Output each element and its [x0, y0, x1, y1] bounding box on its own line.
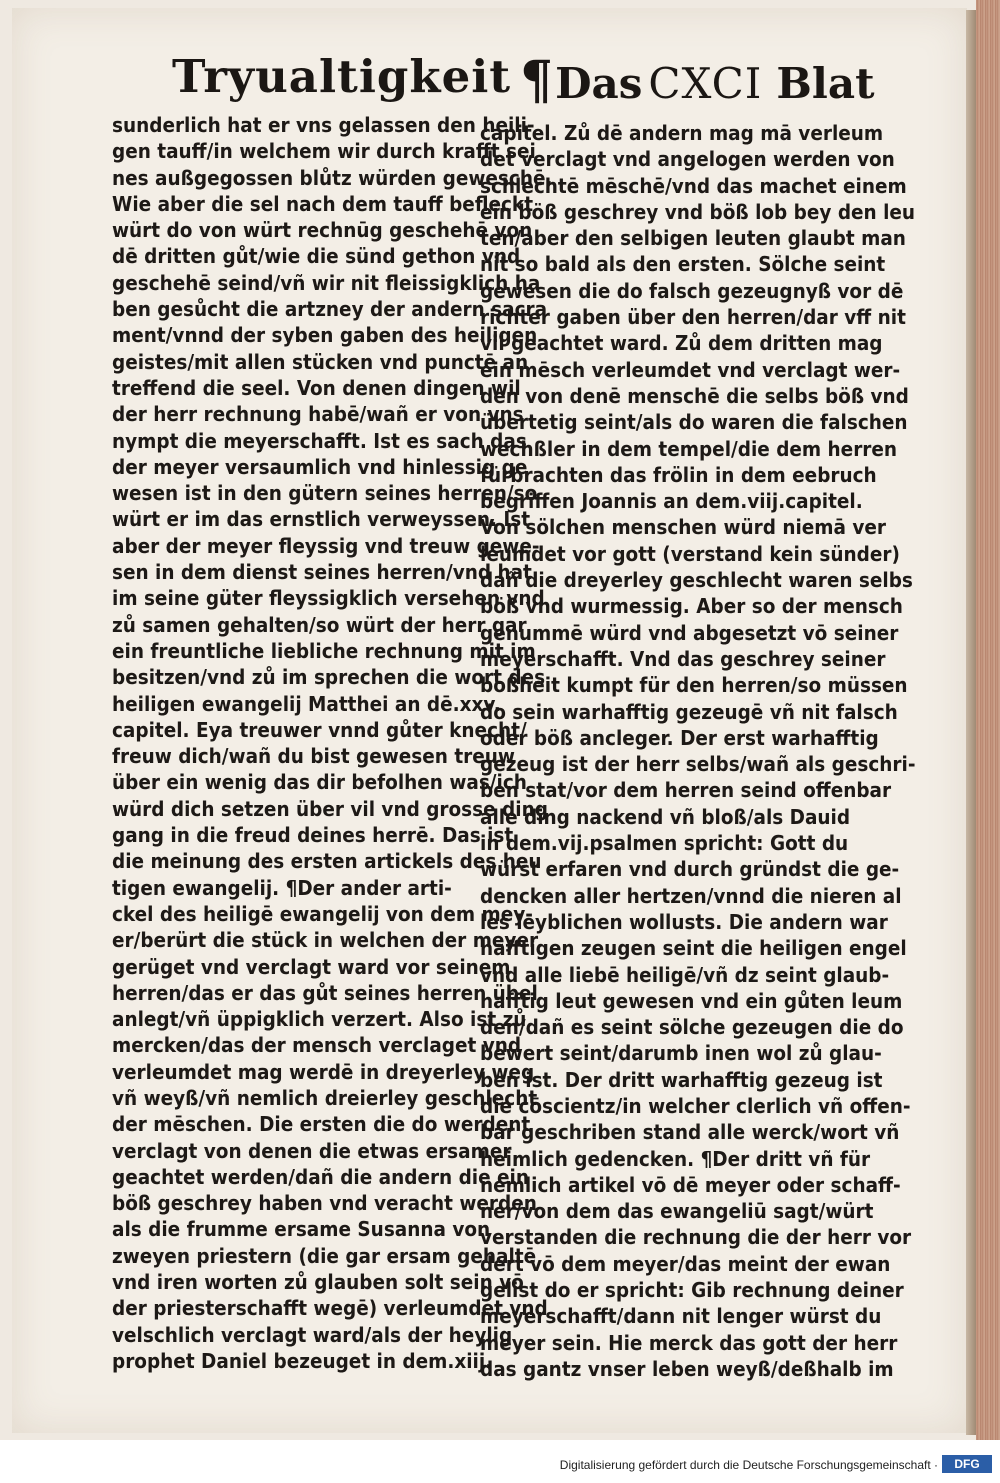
text-line: hafftig leut gewesen vnd ein gůten leum	[480, 988, 903, 1013]
text-line: böß geschrey haben vnd veracht werden	[112, 1191, 537, 1216]
text-line: über ein wenig das dir befolhen was/ich	[112, 770, 527, 795]
text-line: die meinung des ersten artickels des heu	[112, 849, 542, 874]
text-line: capitel. Zů dē andern mag mā verleum	[480, 121, 884, 145]
text-line: das gantz vnser leben weyß/deßhalb im	[480, 1356, 894, 1381]
text-line: wechßler in dem tempel/die dem herren	[480, 436, 898, 461]
text-line: dencken aller hertzen/vnnd die nieren al	[480, 883, 902, 908]
text-line: gang in die freud deines herrē. Das ist	[112, 823, 514, 848]
text-line: würt do von würt rechnūg geschehē von	[112, 218, 533, 243]
book-fore-edge	[976, 0, 1000, 1440]
text-line: nit so bald als den ersten. Sölche seint	[480, 252, 886, 277]
running-head-left: Tryualtigkeit	[172, 50, 512, 103]
text-line: sunderlich hat er vns gelassen den heili-	[112, 113, 535, 137]
text-line: det verclagt vnd angelogen werden von	[480, 147, 895, 172]
text-line: vnd alle liebē heiligē/vñ dz seint glaub-	[480, 962, 890, 987]
text-line: ein mēsch verleumdet vnd verclagt wer-	[480, 357, 901, 382]
text-line: heimlich gedencken. ¶Der dritt vñ für	[480, 1146, 871, 1171]
text-line: dē dritten gůt/wie die sünd gethon vnd	[112, 244, 521, 269]
text-line: besitzen/vnd zů im sprechen die wort des	[112, 665, 546, 690]
text-line: ner/von dem das ewangeliū sagt/würt	[480, 1199, 874, 1224]
text-line: vil geachtet ward. Zů dem dritten mag	[480, 331, 883, 356]
text-line: bewert seint/darumb inen wol zů glau-	[480, 1041, 882, 1066]
dfg-logo: DFG	[942, 1455, 992, 1473]
text-line: nympt die meyerschafft. Ist es sach das	[112, 428, 527, 453]
text-column-right	[480, 120, 916, 1382]
text-line: geschehē seind/vñ wir nit fleissigklich ha	[112, 270, 541, 295]
text-line: in dem.vij.psalmen spricht: Gott du	[480, 831, 849, 856]
folio-label: Blat	[776, 59, 875, 108]
text-line: ckel des heiligē ewangelij von dem mey-	[112, 901, 533, 926]
text-line: Von sölchen menschen würd niemā ver	[480, 515, 886, 540]
text-line: ten/aber den selbigen leuten glaubt man	[480, 226, 906, 251]
text-line: gen tauff/in welchem wir durch krafft sei	[112, 139, 536, 164]
running-head-right	[520, 50, 874, 111]
pilcrow-mark: ¶	[520, 50, 554, 111]
text-line: meyerschafft/dann nit lenger würst du	[480, 1304, 882, 1329]
text-line: ein freuntliche liebliche rechnung mit im	[112, 638, 536, 663]
text-line: der herr rechnung habē/wañ er von vns	[112, 402, 524, 427]
text-line: verclagt von denen die etwas ersamer	[112, 1138, 512, 1163]
text-line: Wie aber die sel nach dem tauff befleckt	[112, 191, 534, 216]
text-line: als die frumme ersame Susanna von	[112, 1217, 491, 1242]
text-line: tigen ewangelij. ¶Der ander arti-	[112, 875, 452, 900]
text-line: wesen ist in den gütern seines herren/so	[112, 481, 538, 506]
text-line: anlegt/vñ üppigklich verzert. Also ist zů	[112, 1007, 527, 1032]
text-line: verstanden die rechnung die der herr vor	[480, 1225, 912, 1250]
text-line: les leyblichen wollusts. Die andern war	[480, 909, 888, 934]
text-line: der meyer versaumlich vnd hinlessig ge	[112, 454, 528, 479]
page-edge-shadow	[966, 10, 976, 1435]
text-line: nemlich artikel vō dē meyer oder schaff-	[480, 1172, 901, 1197]
text-line: ment/vnnd der syben gaben des heiligen	[112, 323, 538, 348]
text-line: heiligen ewangelij Matthei an dē.xxv.	[112, 691, 501, 716]
text-line: gezeug ist der herr selbs/wañ als geschri-	[480, 752, 916, 777]
text-line: würd dich setzen über vil vnd grosse ding	[112, 796, 548, 821]
text-line: velschlich verclagt ward/als der heylig	[112, 1322, 513, 1347]
text-line: die cōscientz/in welcher clerlich vñ offen-	[480, 1093, 911, 1118]
text-line: den/dañ es seint sölche gezeugen die do	[480, 1015, 904, 1040]
text-line: hafftigen zeugen seint die heiligen engel	[480, 936, 907, 961]
text-line: bar geschriben stand alle werck/wort vñ	[480, 1120, 900, 1145]
text-line: schlechtē mēschē/vnd das machet einem	[480, 173, 907, 198]
text-line: mercken/das der mensch verclaget vnd	[112, 1033, 522, 1058]
text-line: zweyen priestern (die gar ersam gehaltē	[112, 1243, 537, 1268]
text-line: zů samen gehalten/so würt der herr gar	[112, 612, 527, 637]
folio-number: CXCI	[648, 59, 763, 108]
text-line: do sein warhafftig gezeugē vñ nit falsch	[480, 699, 898, 724]
text-line: übertetig seint/als do waren die falschen	[480, 410, 908, 435]
text-line: genummē würd vnd abgesetzt vō seiner	[480, 620, 899, 645]
text-line: im seine güter fleyssigklich versehen vnd	[112, 586, 545, 611]
text-line: ben ist. Der dritt warhafftig gezeug ist	[480, 1067, 883, 1092]
text-line: leumdet vor gott (verstand kein sünder)	[480, 541, 900, 566]
text-column-left	[112, 112, 553, 1374]
text-line: herren/das er das gůt seines herren übel	[112, 980, 538, 1005]
text-line: würst erfaren vnd durch gründst die ge-	[480, 857, 900, 882]
text-line: gerüget vnd verclagt ward vor seinem	[112, 954, 511, 979]
text-line: ein böß geschrey vnd böß lob bey den leu	[480, 199, 916, 224]
text-line: meyer sein. Hie merck das gott der herr	[480, 1330, 898, 1355]
footer-credit: Digitalisierung gefördert durch die Deutsche Forschungsgemeinschaft ·	[559, 1458, 938, 1472]
text-line: ben stat/vor dem herren seind offenbar	[480, 778, 892, 803]
text-line: böß vnd wurmessig. Aber so der mensch	[480, 594, 903, 619]
text-line: fürbrachten das frölin in dem eebruch	[480, 462, 877, 487]
text-line: würt er im das ernstlich verweyssen. Ist	[112, 507, 531, 532]
text-line: boßheit kumpt für den herren/so müssen	[480, 673, 908, 698]
text-line: gelist do er spricht: Gib rechnung deiner	[480, 1278, 904, 1303]
text-line: capitel. Eya treuwer vnnd gůter knecht/	[112, 717, 527, 742]
text-line: vnd iren worten zů glauben solt sein vō	[112, 1270, 524, 1295]
text-line: dert vō dem meyer/das meint der ewan	[480, 1251, 891, 1276]
text-line: vñ weyß/vñ nemlich dreierley geschlecht	[112, 1085, 538, 1110]
text-line: verleumdet mag werdē in dreyerley weg	[112, 1059, 535, 1084]
text-line: gewesen die do falsch gezeugnyß vor dē	[480, 278, 904, 303]
footer-bar	[0, 1440, 1000, 1483]
text-line: den von denē menschē die selbs böß vnd	[480, 383, 909, 408]
text-line: oder böß ancleger. Der erst warhafftig	[480, 725, 879, 750]
text-line: ben gesůcht die artzney der andern sacra	[112, 297, 548, 322]
text-line: begriffen Joannis an dem.viij.capitel.	[480, 489, 863, 514]
text-line: dañ die dreyerley geschlecht waren selbs	[480, 568, 913, 593]
text-line: freuw dich/wañ du bist gewesen treuw	[112, 744, 515, 769]
text-line: treffend die seel. Von denen dingen wil	[112, 375, 521, 400]
text-line: prophet Daniel bezeuget in dem.xiij.	[112, 1348, 493, 1373]
running-head-word: Das	[555, 59, 643, 108]
text-line: richter gaben über den herren/dar vff nit	[480, 305, 906, 330]
text-line: nes außgegossen blůtz würden geweschē.	[112, 165, 553, 190]
text-line: der mēschen. Die ersten die do werdent	[112, 1112, 531, 1137]
text-line: sen in dem dienst seines herren/vnd hat	[112, 560, 532, 585]
text-line: alle ding nackend vñ bloß/als Dauid	[480, 804, 851, 829]
text-line: der priesterschafft wegē) verleumdet vnd	[112, 1296, 548, 1321]
text-line: geistes/mit allen stücken vnd punctē an	[112, 349, 529, 374]
text-line: geachtet werden/dañ die andern die ein	[112, 1164, 530, 1189]
text-line: meyerschafft. Vnd das geschrey seiner	[480, 646, 886, 671]
text-line: er/berürt die stück in welchen der meyer	[112, 928, 539, 953]
text-line: aber der meyer fleyssig vnd treuw gewe-	[112, 533, 540, 558]
